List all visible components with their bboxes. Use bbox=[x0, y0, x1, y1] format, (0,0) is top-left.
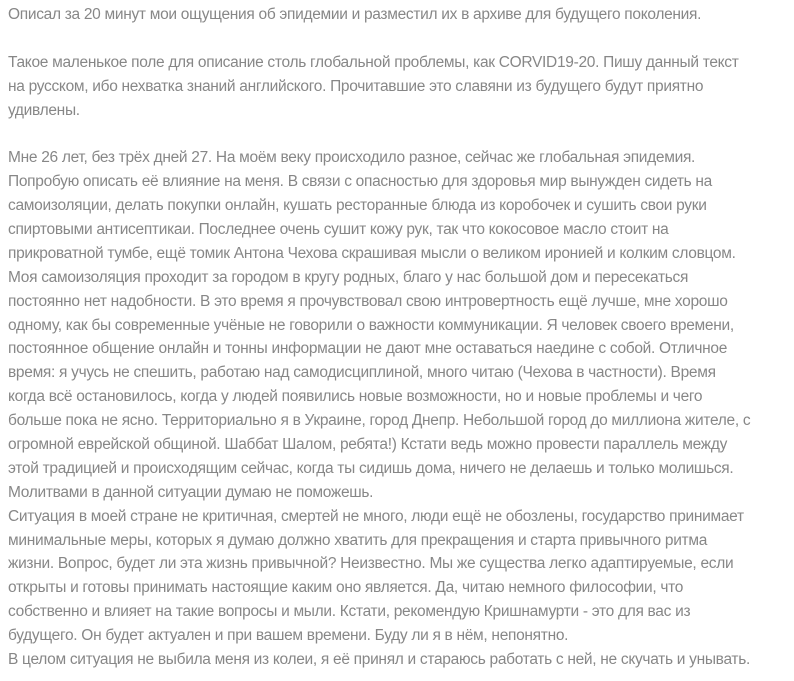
text-line: больше пока не ясно. Территориально я в Украине, город Днепр. Небольшой город до миллиона жителе, с bbox=[8, 412, 751, 430]
text-line: Молитвами в данной ситуации думаю не поможешь. bbox=[8, 483, 374, 501]
text-line: одному, как бы современные учёные не говорили о важности коммуникации. Я человек своего времени, bbox=[8, 316, 734, 334]
text-line: минимальные меры, которых я думаю должно хватить для прекращения и старта привычного ритма bbox=[8, 531, 708, 549]
text-line: спиртовыми антисептикаи. Последнее очень сушит кожу рук, так что кокосовое масло стоит на bbox=[8, 221, 669, 239]
text-line: когда всё остановилось, когда у людей появились новые возможности, но и новые проблемы и чего bbox=[8, 388, 703, 406]
text-line: будущего. Он будет актуален и при вашем времени. Буду ли я в нём, непонятно. bbox=[8, 627, 569, 645]
text-line: этой традицией и происходящим сейчас, когда ты сидишь дома, ничего не делаешь и только молишься. bbox=[8, 459, 734, 477]
text-line: открыты и готовы принимать настоящие каким оно является. Да, читаю немного философии, что bbox=[8, 579, 684, 597]
text-line: удивлены. bbox=[8, 101, 80, 119]
paragraph bbox=[8, 3, 786, 27]
text-line: жизни. Вопрос, будет ли эта жизнь привычной? Неизвестно. Мы же существа легко адаптируемые, если bbox=[8, 555, 734, 573]
text-line: на русском, ибо нехватка знаний английского. Прочитавшие это славяни из будущего будут приятно bbox=[8, 77, 704, 95]
paragraph bbox=[8, 51, 786, 123]
text-line: прикроватной тумбе, ещё томик Антона Чехова скрашивая мысли о великом иронией и колким словцом. bbox=[8, 244, 736, 262]
paragraph bbox=[8, 146, 786, 672]
text-line: Такое маленькое поле для описание столь глобальной проблемы, как CORVID19-20. Пишу данный текст bbox=[8, 53, 739, 71]
text-line: Ситуация в моей стране не критичная, смертей не много, люди ещё не обозлены, государство принимает bbox=[8, 507, 744, 525]
text-line: В целом ситуация не выбила меня из колеи, я её принял и стараюсь работать с ней, не скучать и унывать. bbox=[8, 651, 751, 669]
text-line: самоизоляции, делать покупки онлайн, кушать ресторанные блюда из коробочек и сушить свои руки bbox=[8, 197, 707, 215]
text-line: постоянно нет надобности. В это время я прочувствовал свою интровертность ещё лучше, мне хорошо bbox=[8, 292, 728, 310]
text-line: огромной еврейской общиной. Шаббат Шалом, ребята!) Кстати ведь можно провести параллель между bbox=[8, 436, 728, 454]
text-line: Попробую описать её влияние на меня. В связи с опасностью для здоровья мир вынужден сидеть на bbox=[8, 173, 712, 191]
text-line: Мне 26 лет, без трёх дней 27. На моём веку происходило разное, сейчас же глобальная эпидемия. bbox=[8, 149, 696, 167]
text-line: Описал за 20 минут мои ощущения об эпидемии и разместил их в архиве для будущего поколения. bbox=[8, 6, 702, 23]
text-line: время: я учусь не спешить, работаю над самодисциплиной, много читаю (Чехова в частности). Время bbox=[8, 364, 716, 382]
text-line: постоянное общение онлайн и тонны информации не дают мне оставаться наедине с собой. Отличное bbox=[8, 340, 728, 358]
text-line: Моя самоизоляция проходит за городом в кругу родных, благо у нас большой дом и пересекаться bbox=[8, 268, 689, 286]
text-line: собственно и влияет на такие вопросы и мыли. Кстати, рекомендую Кришнамурти - это для вас из bbox=[8, 603, 691, 621]
